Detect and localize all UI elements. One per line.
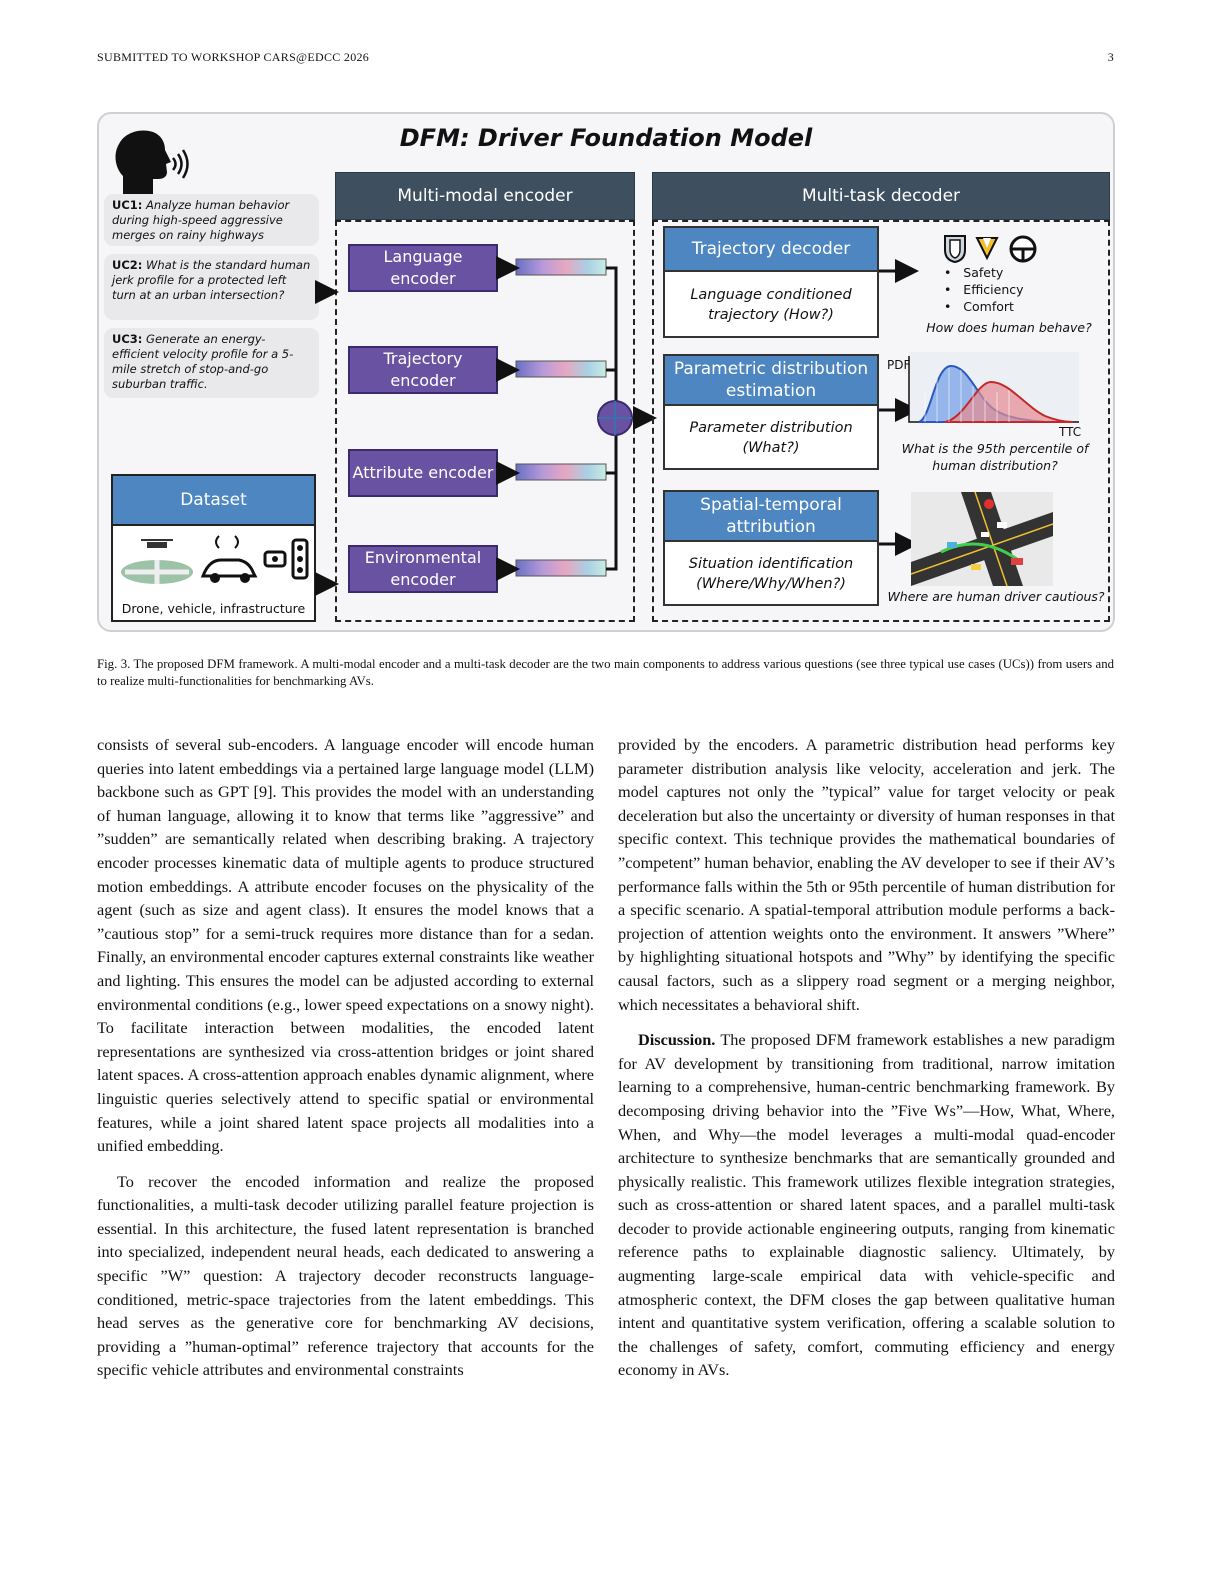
output-bullets [944,264,1024,315]
fusion-node [598,401,632,435]
trajectory-decoder-sub: Language conditioned trajectory (How?) [690,287,852,323]
header-left: SUBMITTED TO WORKSHOP CARS@EDCC 2026 [97,50,370,64]
language-encoder: Language encoder [348,244,498,292]
dataset-title: Dataset [113,476,314,526]
discussion-paragraph: Discussion. The proposed DFM framework establishes a new paradigm for AV development by transitioning from traditional, narrow imitation learning to a comprehensive, human-centric benchmarking framework. By decomposing driving behavior into the ”Five Ws”—How, What, Where, When, and Why—the model leverages a multi-modal quad-encoder architecture to synthesize benchmarks that are semantically grounded and physically realistic. This framework utilizes flexible integration strategies, such as cross-attention or shared latent spaces, and a parallel multi-task decoder to provide actionable engineering outputs, ranging from kinematic reference paths to explainable diagnostic saliency. Ultimately, by augmenting large-scale empirical data with vehicle-specific and atmospheric context, the DFM closes the gap between qualitative human intent and quantitative system verification, offering a scalable solution to the challenges of safety, comfort, commuting efficiency and energy economy in AVs. [618,1030,1115,1380]
left-paragraph-2: To recover the encoded information and realize the proposed functionalities, a multi-task decoder utilizing parallel feature projection is essential. In this architecture, the fused latent representation is branched into specialized, independent neural heads, each dedicated to answering a specific ”W” question: A trajectory decoder reconstructs language-conditioned, metric-space trajectories from the latent embeddings. This head serves as the generative core for benchmarking AV decisions, providing a ”human-optimal” reference trajectory that accounts for the specific vehicle attributes and environmental constraints [97,1171,594,1380]
figure-caption: Fig. 3. The proposed DFM framework. A multi-modal encoder and a multi-task decoder are the two main components to address various questions (see three typical use cases (UCs)) from users and to realize multi-functionalities for benchmarking AVs. [97,657,1114,688]
right-column [618,733,1115,1382]
left-column [97,733,594,1382]
question-percentile: What is the 95th percentile of human distribution? [901,441,1089,473]
question-how: How does human behave? [926,320,1092,335]
use-case-2: UC2: What is the standard human jerk profile for a protected left turn at an urban intersection? [104,254,319,320]
safety-efficiency-comfort-icons [939,232,1049,264]
running-header [97,50,1114,65]
bullet-efficiency: • Efficiency [944,282,1024,297]
ttc-label: TTC [1059,425,1082,439]
environmental-encoder: Environmental encoder [348,545,498,593]
page-number: 3 [1107,50,1114,64]
parametric-distribution-title: Parametric distribution estimation [665,356,877,406]
use-case-1: UC1: Analyze human behavior during high-speed aggressive merges on rainy highways [104,194,319,246]
spatial-temporal-box [663,490,879,606]
parametric-distribution-box [663,354,879,470]
attribute-encoder: Attribute encoder [348,449,498,497]
pdf-label: PDF [887,358,911,372]
figure-title: DFM: Driver Foundation Model [399,124,813,152]
question-where: Where are human driver cautious? [887,589,1105,604]
bullet-comfort: • Comfort [944,299,1014,314]
decoder-title: Multi-task decoder [652,172,1110,220]
bullet-safety: • Safety [944,265,1004,280]
discussion-label: Discussion. [638,1030,716,1050]
spatial-temporal-sub: Situation identification (Where/Why/When?) [688,556,854,592]
right-paragraph-1: provided by the encoders. A parametric distribution head performs key parameter distribution analysis like velocity, acceleration and jerk. The model captures not only the ”typical” value for target velocity or peak deceleration but also the uncertainty or diversity of human responses in that specific context. This technique provides the mathematical boundaries of ”competent” human behavior, enabling the AV developer to see if their AV’s performance falls within the 5th or 95th percentile of human distribution for a specific scenario. A spatial-temporal attribution module performs a back-projection of attention weights onto the environment. It answers ”Where” by highlighting situational hotspots and ”Why” by identifying the specific causal factors, such as a slippery road segment or a merging neighbor, which necessitates a behavioral shift. [618,735,1115,1014]
spatial-temporal-title: Spatial-temporal attribution [665,492,877,542]
embedding-vectors [516,259,606,576]
trajectory-encoder: Trajectory encoder [348,346,498,394]
left-paragraph-1: consists of several sub-encoders. A language encoder will encode human queries into latent embeddings via a pertained large language model (LLM) backbone such as GPT [9]. This provides the model with an understanding of human language, allowing it to know that terms like ”aggressive” and ”sudden” are semantically related when describing braking. A trajectory encoder processes kinematic data of multiple agents to produce structured motion embeddings. A attribute encoder focuses on the physicality of the agent (such as size and agent class). It ensures the model knows that a ”cautious stop” for a semi-truck requires more distance than for a sedan. Finally, an environmental encoder captures external constraints like weather and lighting. This ensures the model can be adjusted according to external environmental conditions (e.g., lower speed expectations on a snowy night). To facilitate interaction between modalities, the encoded latent representations are synthesized via cross-attention bridges or joint shared latent spaces. A cross-attention approach enables dynamic alignment, where linguistic queries selectively attend to specific spatial or environmental features, while a joint shared latent space projects all modalities into a unified embedding. [97,735,594,1156]
use-case-3: UC3: Generate an energy-efficient velocity profile for a 5-mile stretch of stop-and-go suburban traffic. [104,328,319,398]
trajectory-decoder-title: Trajectory decoder [665,228,877,272]
dfm-figure [97,112,1115,632]
encoder-title: Multi-modal encoder [335,172,635,220]
trajectory-decoder-box [663,226,879,338]
pdf-plot [885,352,1085,442]
dataset-sources: Drone, vehicle, infrastructure [121,601,306,616]
intersection-scene-image [911,492,1053,586]
parametric-distribution-sub: Parameter distribution (What?) [689,420,853,456]
